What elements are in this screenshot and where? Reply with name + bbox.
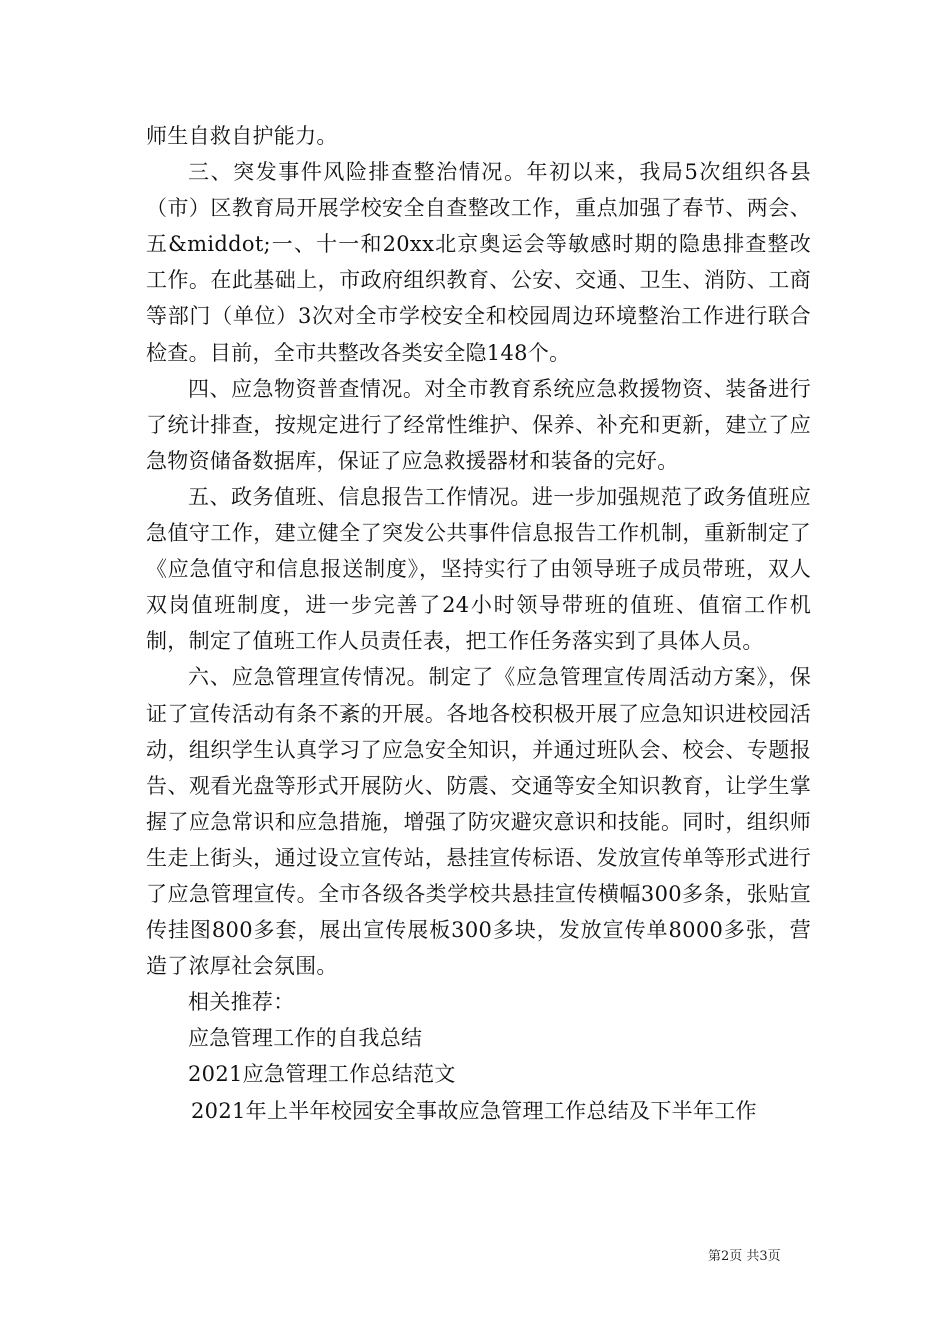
paragraph-duty-reporting: 五、政务值班、信息报告工作情况。进一步加强规范了政务值班应急值守工作，建立健全了突发公共事件信息报告工作机制，重新制定了《应急值守和信息报送制度》，坚持实行了由领导班子成员带班，双人双岗值班制度，进一步完善了24小时领导带班的值班、值宿工作机制，制定了值班工作人员责任表，把工作任务落实到了具体人员。: [146, 484, 811, 654]
related-recommendations: [146, 984, 811, 1128]
related-heading: 相关推荐：: [188, 990, 295, 1015]
page-number: 第2页 共3页: [708, 1249, 781, 1264]
paragraph-publicity: 六、应急管理宣传情况。制定了《应急管理宣传周活动方案》，保证了宣传活动有条不紊的开展。各地各校积极开展了应急知识进校园活动，组织学生认真学习了应急安全知识，并通过班队会、校会、专题报告、观看光盘等形式开展防火、防震、交通等安全知识教育，让学生掌握了应急常识和应急措施，增强了防灾避灾意识和技能。同时，组织师生走上街头，通过设立宣传站，悬挂宣传标语、发放宣传单等形式进行了应急管理宣传。全市各级各类学校共悬挂宣传横幅300多条，张贴宣传挂图800多套，展出宣传展板300多块，发放宣传单8000多张，营造了浓厚社会氛围。: [146, 665, 811, 979]
document-body: [146, 118, 811, 1129]
related-list: [146, 1020, 811, 1128]
related-link-self-summary[interactable]: 应急管理工作的自我总结: [188, 1026, 423, 1051]
paragraph-emergency-supplies: 四、应急物资普查情况。对全市教育系统应急救援物资、装备进行了统计排查，按规定进行了经常性维护、保养、补充和更新，建立了应急物资储备数据库，保证了应急救援器材和装备的完好。: [146, 376, 811, 473]
related-link-campus-safety[interactable]: 2021年上半年校园安全事故应急管理工作总结及下半年工作: [191, 1098, 757, 1123]
paragraph-risk-inspection: 三、突发事件风险排查整治情况。年初以来，我局5次组织各县（市）区教育局开展学校安全自查整改工作，重点加强了春节、两会、五&middot;一、十一和20xx北京奥运会等敏感时期的隐患排查整改工作。在此基础上，市政府组织教育、公安、交通、卫生、消防、工商等部门（单位）3次对全市学校安全和校园周边环境整治工作进行联合检查。目前，全市共整改各类安全隐148个。: [146, 160, 811, 365]
related-link-2021-summary[interactable]: 2021应急管理工作总结范文: [188, 1062, 456, 1087]
paragraph-continuation: 师生自救自护能力。: [146, 124, 338, 148]
